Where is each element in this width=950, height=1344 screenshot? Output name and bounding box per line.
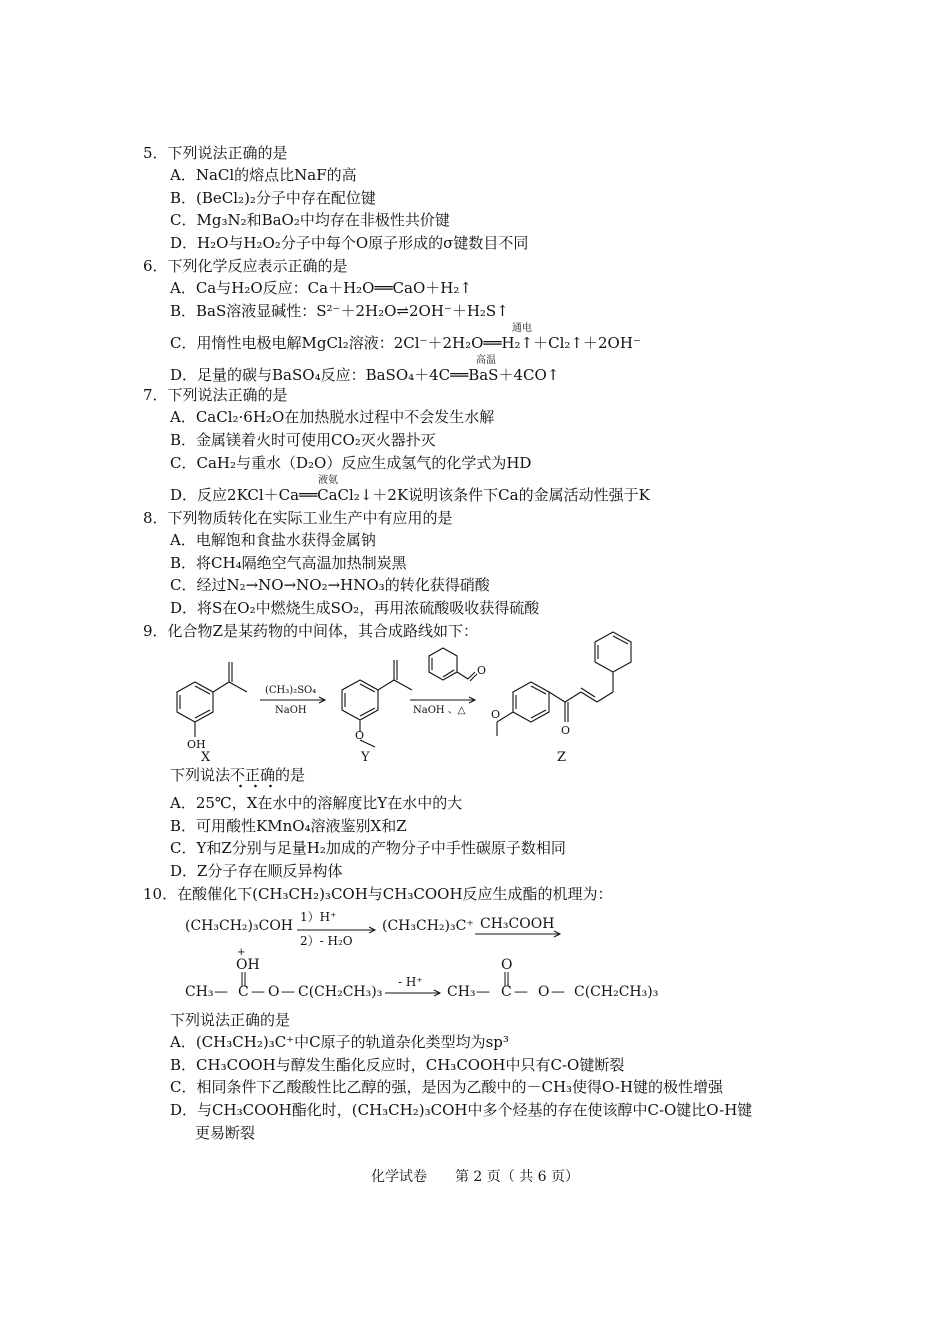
mech-dash-f: —: [551, 984, 565, 1000]
label-y: Y: [361, 750, 370, 765]
q9-stem: 9．化合物Z是某药物的中间体，其合成路线如下：: [143, 622, 478, 640]
q9-option-d: D．Z分子存在顺反异构体: [170, 862, 343, 880]
mech-r-a: C(CH₂CH₃)₃: [298, 984, 383, 1000]
q8-option-d: D．将S在O₂中燃烧生成SO₂，再用浓硫酸吸收获得硫酸: [170, 599, 540, 617]
q8-option-b: B．将CH₄隔绝空气高温加热制炭黑: [170, 554, 407, 572]
y-methoxy-o: O: [355, 729, 365, 742]
label-z: Z: [557, 750, 567, 765]
z-methoxy-o: O: [491, 708, 501, 721]
q9-option-b: B．可用酸性KMnO₄溶液鉴别X和Z: [170, 817, 407, 835]
mech-cation: (CH₃CH₂)₃C⁺: [382, 918, 474, 934]
q9-option-c: C．Y和Z分别与足量H₂加成的产物分子中手性碳原子数相同: [170, 839, 566, 857]
mech-c-a: C: [238, 984, 249, 1000]
mech-dash-e: —: [514, 984, 528, 1000]
mech-plus: +: [237, 947, 246, 958]
mech-alcohol: (CH₃CH₂)₃COH: [185, 918, 294, 934]
q5-option-c: C．Mg₃N₂和BaO₂中均存在非极性共价键: [170, 211, 450, 229]
q9-prompt: [170, 765, 305, 785]
reagent-2-bottom: NaOH 、△: [413, 705, 466, 716]
q10-option-b: B．CH₃COOH与醇发生酯化反应时，CH₃COOH中只有C-O键断裂: [170, 1056, 625, 1074]
z-benzene-ring: [513, 682, 549, 722]
q7-option-b: B．金属镁着火时可使用CO₂灭火器扑灭: [170, 431, 436, 449]
z-carbonyl-o: O: [561, 724, 571, 737]
reagent-1-top: (CH₃)₂SO₄: [265, 685, 317, 696]
benzaldehyde-ring: [429, 648, 457, 680]
q7-option-d: D．反应2KCl＋Ca══CaCl₂↓＋2K说明该条件下Ca的金属活动性强于K: [170, 486, 650, 504]
q8-stem: 8．下列物质转化在实际工业生产中有应用的是: [143, 509, 453, 527]
q6-option-a: A．Ca与H₂O反应：Ca＋H₂O══CaO＋H₂↑: [170, 279, 472, 297]
mech-carbonyl-o: O: [501, 957, 513, 973]
mech-step-2: 2）- H₂O: [300, 934, 353, 948]
q9-option-a: A．25℃，X在水中的溶解度比Y在水中的大: [170, 794, 463, 812]
q6-option-d: D．足量的碳与BaSO₄反应：BaSO₄＋4C══BaS＋4CO↑: [170, 366, 560, 384]
mech-o-b: O: [538, 984, 550, 1000]
q8-option-a: A．电解饱和食盐水获得金属钠: [170, 531, 376, 549]
q7-d-condition: 液氨: [318, 475, 338, 486]
mech-reagent: CH₃COOH: [480, 916, 555, 932]
aldehyde-o: O: [477, 664, 487, 677]
q7-option-c: C．CaH₂与重水（D₂O）反应生成氢气的化学式为HD: [170, 454, 532, 472]
q9-synthesis-scheme: [165, 642, 805, 772]
y-benzene-ring: [342, 680, 378, 720]
q6-option-b: B．BaS溶液显碱性：S²⁻＋2H₂O⇌2OH⁻＋H₂S↑: [170, 302, 509, 320]
mech-dash-b: —: [251, 984, 265, 1000]
mech-minus-h: - H⁺: [398, 975, 423, 989]
q6-c-condition: 通电: [512, 323, 532, 334]
q6-d-condition: 高温: [476, 355, 496, 366]
q10-option-c: C．相同条件下乙酸酸性比乙醇的强，是因为乙酸中的－CH₃使得O-H键的极性增强: [170, 1078, 724, 1096]
q9-prompt-pre: 下列说法: [170, 766, 231, 784]
q9-prompt-post: 的是: [275, 766, 306, 784]
label-x: X: [201, 750, 211, 765]
page-footer: 化学试卷 第 2 页（ 共 6 页）: [370, 1169, 580, 1185]
x-benzene-ring: [177, 682, 213, 722]
q5-option-d: D．H₂O与H₂O₂分子中每个O原子形成的σ键数目不同: [170, 234, 529, 252]
z-phenyl-ring: [595, 632, 631, 672]
mech-o-a: O: [268, 984, 280, 1000]
mech-dash-a: —: [214, 984, 228, 1000]
q10-option-d-continued: 更易断裂: [195, 1124, 256, 1142]
mech-dash-c: —: [281, 984, 295, 1000]
q10-prompt: 下列说法正确的是: [170, 1011, 291, 1029]
reagent-1-bottom: NaOH: [275, 705, 307, 716]
q5-option-b: B．(BeCl₂)₂分子中存在配位键: [170, 189, 376, 207]
q7-option-a: A．CaCl₂·6H₂O在加热脱水过程中不会发生水解: [170, 408, 495, 426]
mech-c-b: C: [501, 984, 512, 1000]
mech-ch3-b: CH₃: [447, 984, 476, 1000]
q7-stem: 7．下列说法正确的是: [143, 386, 288, 404]
q9-prompt-emphasis: 不正确: [230, 766, 275, 789]
q10-option-a: A．(CH₃CH₂)₃C⁺中C原子的轨道杂化类型均为sp³: [170, 1033, 509, 1051]
q8-option-c: C．经过N₂→NO→NO₂→HNO₃的转化获得硝酸: [170, 576, 490, 594]
q10-option-d: D．与CH₃COOH酯化时，(CH₃CH₂)₃COH中多个烃基的存在使该醇中C-O键比O-H键: [170, 1101, 753, 1119]
mech-ch3-a: CH₃: [185, 984, 214, 1000]
q5-stem: 5．下列说法正确的是: [143, 144, 288, 162]
q10-stem: 10．在酸催化下(CH₃CH₂)₃COH与CH₃COOH反应生成酯的机理为：: [143, 885, 613, 903]
mech-dash-d: —: [476, 984, 490, 1000]
q5-option-a: A．NaCl的熔点比NaF的高: [170, 166, 357, 184]
mech-step-1: 1）H⁺: [300, 910, 337, 924]
mech-r-b: C(CH₂CH₃)₃: [574, 984, 659, 1000]
q6-stem: 6．下列化学反应表示正确的是: [143, 257, 348, 275]
mech-oh: OH: [236, 957, 260, 973]
q6-option-c: C．用惰性电极电解MgCl₂溶液：2Cl⁻＋2H₂O══H₂↑＋Cl₂↑＋2OH⁻: [170, 334, 641, 352]
x-oh-label: OH: [187, 738, 206, 751]
